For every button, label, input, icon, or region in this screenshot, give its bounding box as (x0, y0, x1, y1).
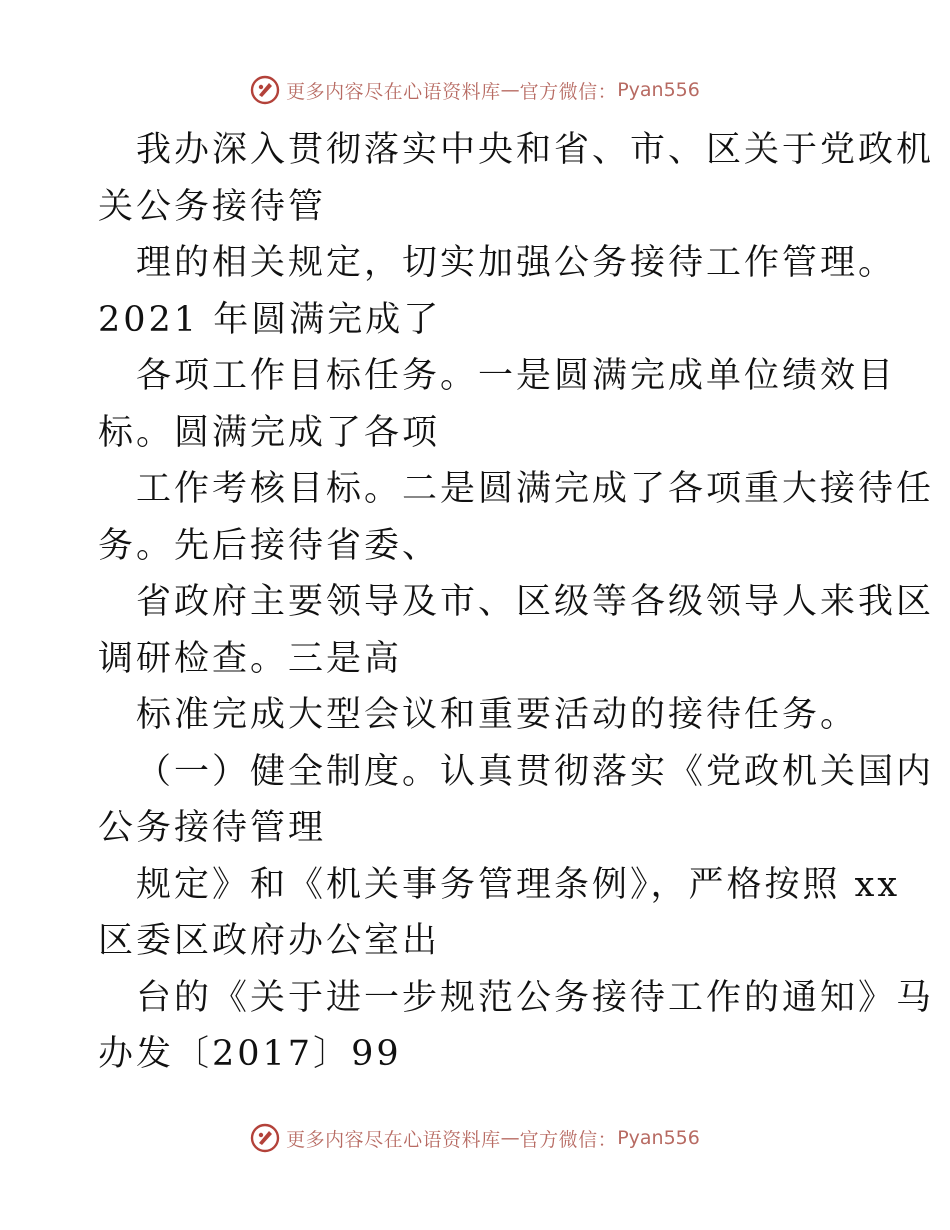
text-line: 调研检查。三是高 (98, 638, 403, 679)
watermark-site-text: 更多内容尽在心语资料库 (286, 80, 501, 103)
document-body (98, 122, 935, 1083)
text-line: 台的《关于进一步规范公务接待工作的通知》马 (136, 977, 935, 1018)
watermark-site-text: 更多内容尽在心语资料库 (286, 1128, 501, 1151)
text-line: 理的相关规定，切实加强公务接待工作管理。 (136, 243, 897, 283)
text-line: 办发〔2017〕99 (98, 1034, 402, 1074)
text-line: 关公务接待管 (98, 186, 327, 227)
text-line: 标准完成大型会议和重要活动的接待任务。 (136, 695, 859, 735)
footer-watermark (0, 1118, 950, 1158)
text-line: （一）健全制度。认真贯彻落实《党政机关国内 (136, 751, 935, 792)
text-line: 各项工作目标任务。一是圆满完成单位绩效目 (136, 356, 897, 396)
text-line: 标。圆满完成了各项 (98, 412, 441, 453)
watermark-account: Pyan556 (617, 1127, 700, 1149)
text-line: 区委区政府办公室出 (98, 921, 441, 961)
text-line: 我办深入贯彻落实中央和省、市、区关于党政机 (136, 130, 935, 170)
brand-logo-icon (250, 1123, 280, 1153)
text-line: 务。先后接待省委、 (98, 525, 441, 566)
brand-logo-icon (250, 75, 280, 105)
watermark-label: 官方微信： (519, 80, 618, 103)
text-line: 2021 年圆满完成了 (98, 299, 442, 340)
text-line: 公务接待管理 (98, 808, 327, 848)
text-line: 工作考核目标。二是圆满完成了各项重大接待任 (136, 469, 935, 509)
watermark-separator: — (500, 79, 520, 101)
watermark-account: Pyan556 (617, 79, 700, 101)
watermark-separator: — (500, 1127, 520, 1149)
text-line: 规定》和《机关事务管理条例》，严格按照 xx (136, 864, 901, 905)
header-watermark (0, 70, 950, 110)
text-line: 省政府主要领导及市、区级等各级领导人来我区 (136, 582, 935, 622)
watermark-label: 官方微信： (519, 1128, 618, 1151)
